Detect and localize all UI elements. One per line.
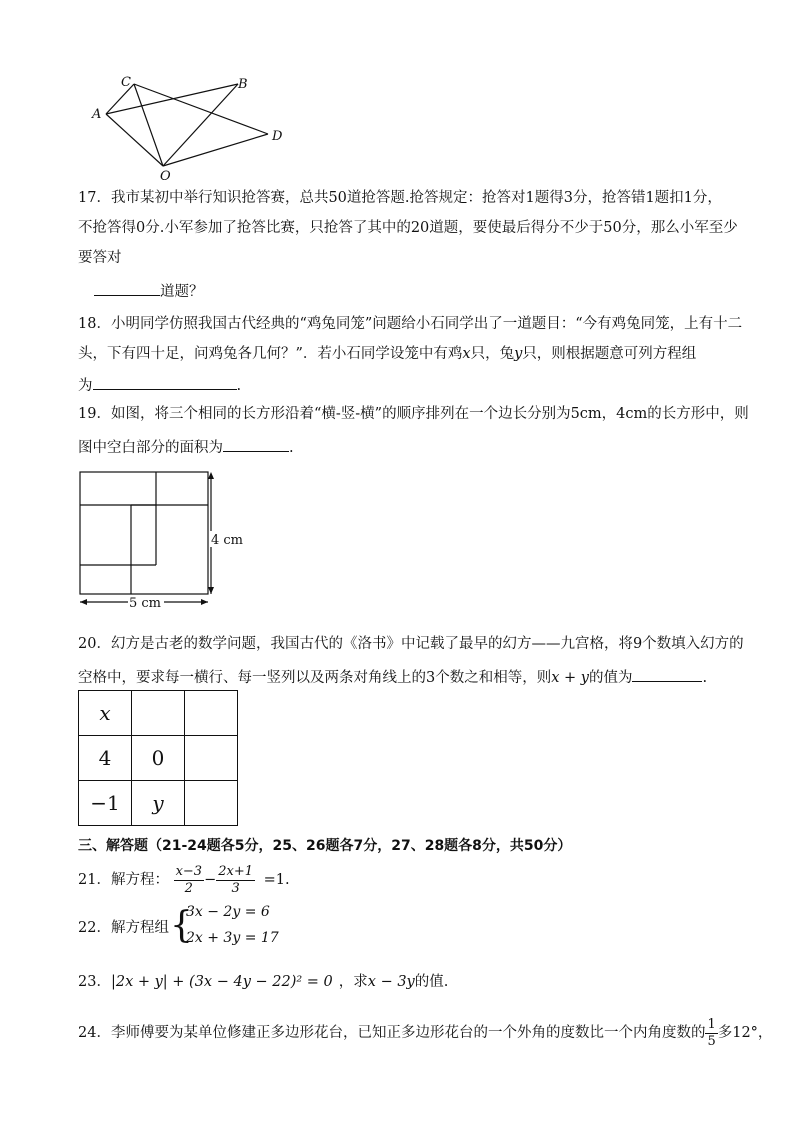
magic-cell <box>185 736 238 781</box>
section-3-title: 三、解答题（21-24题各5分，25、26题各7分，27、28题各8分，共50分） <box>78 838 572 854</box>
q18-var-x: x <box>462 346 471 362</box>
q23-prefix: 23． <box>78 974 111 990</box>
q24-text: 24．李师傅要为某单位修建正多边形花台，已知正多边形花台的一个外角的度数比一个内角度数的 <box>78 1025 706 1041</box>
q21-rhs: =1. <box>263 872 290 888</box>
segment-cd <box>134 84 268 134</box>
point-label-c: C <box>121 75 131 90</box>
q18-var-y: y <box>514 346 523 362</box>
magic-cell: x <box>79 691 132 736</box>
q21-frac2-num: 2x+1 <box>218 863 253 879</box>
segment-do <box>163 134 268 166</box>
q21-prefix: 21．解方程： <box>78 872 169 888</box>
q21-frac1-den: 2 <box>184 880 193 896</box>
q18-suffix: . <box>236 378 242 394</box>
q18-text-b: 只，兔 <box>470 346 515 362</box>
q20-expr: x + y <box>551 670 589 686</box>
q22-equation-1: 3x − 2y = 6 <box>186 904 270 920</box>
segment-co <box>134 84 163 166</box>
magic-square-row <box>79 781 238 826</box>
q24-line <box>78 1014 772 1052</box>
q17-answer-blank[interactable] <box>94 280 160 296</box>
q24-frac-num: 1 <box>707 1016 716 1032</box>
magic-cell: 0 <box>132 736 185 781</box>
point-label-a: A <box>92 107 102 122</box>
q21-fraction-2 <box>216 864 255 897</box>
magic-square-row <box>79 736 238 781</box>
q20-text-a: 空格中，要求每一横行、每一竖列以及两条对角线上的3个数之和相等，则 <box>78 670 552 686</box>
q19-line-2 <box>78 436 294 458</box>
rectangles-figure <box>76 468 256 614</box>
q18-text-a: 头，下有四十足，问鸡兔各几何？”．若小石同学设笼中有鸡 <box>78 346 463 362</box>
point-label-b: B <box>238 77 248 92</box>
magic-cell <box>185 691 238 736</box>
q20-line-1: 20．幻方是古老的数学问题，我国古代的《洛书》中记载了最早的幻方——九宫格，将9个数填入幻方的 <box>78 636 744 652</box>
q22-brace: { <box>170 905 193 946</box>
q21-minus: − <box>204 872 217 888</box>
magic-square <box>78 690 238 826</box>
magic-cell <box>185 781 238 826</box>
q23-suffix: 的值. <box>414 974 449 990</box>
magic-square-row <box>79 691 238 736</box>
point-label-d: D <box>272 129 283 144</box>
arrowhead-bottom <box>208 587 214 594</box>
q17-suffix: 道题？ <box>160 284 204 300</box>
q24-frac-den: 5 <box>707 1033 716 1049</box>
q19-text: 图中空白部分的面积为 <box>78 440 223 456</box>
outer-rectangle <box>80 472 208 594</box>
q22-prefix: 22．解方程组 <box>78 920 169 936</box>
q23-line <box>78 972 448 992</box>
q20-suffix: . <box>702 670 708 686</box>
q21-line <box>78 862 290 898</box>
q23-target: x − 3y <box>367 974 415 990</box>
q20-answer-blank[interactable] <box>632 666 702 682</box>
q17-line-3: 要答对 <box>78 250 122 266</box>
magic-cell: 4 <box>79 736 132 781</box>
magic-cell: −1 <box>79 781 132 826</box>
segment-ao <box>106 114 163 166</box>
point-label-o: O <box>160 169 171 183</box>
q21-frac1-num: x−3 <box>175 863 203 879</box>
q22-equation-2: 2x + 3y = 17 <box>186 930 279 946</box>
q20-text-b: 的值为 <box>588 670 633 686</box>
q18-answer-blank[interactable] <box>93 374 237 390</box>
q19-answer-blank[interactable] <box>223 436 289 452</box>
q21-frac2-den: 3 <box>231 880 240 896</box>
q23-mid: ，求 <box>338 974 368 990</box>
q23-expr: |2x + y| + (3x − 4y − 22)² = 0 <box>110 974 333 990</box>
q17-line-2: 不抢答得0分.小军参加了抢答比赛，只抢答了其中的20道题，要使最后得分不少于50分，那么小军至少 <box>78 220 738 236</box>
q24-fraction <box>705 1017 717 1050</box>
q18-prefix: 为 <box>78 378 93 394</box>
q20-line-2 <box>78 666 707 688</box>
segment-bo <box>163 84 238 166</box>
geometry-figure-abcdo <box>88 68 298 183</box>
q19-line-1: 19．如图，将三个相同的长方形沿着“横-竖-横”的顺序排列在一个边长分别为5cm，4cm的长方形中，则 <box>78 406 749 422</box>
arrowhead-top <box>208 472 214 479</box>
arrowhead-left <box>80 599 87 605</box>
q18-line-2 <box>78 344 696 364</box>
q24-suffix: 多12°， <box>717 1025 773 1041</box>
q18-text-c: 只，则根据题意可列方程组 <box>522 346 697 362</box>
magic-cell <box>132 691 185 736</box>
magic-cell: y <box>132 781 185 826</box>
q17-line-1: 17．我市某初中举行知识抢答赛，总共50道抢答题.抢答规定：抢答对1题得3分，抢答错1题扣1分， <box>78 190 722 206</box>
q21-fraction-1 <box>174 864 205 897</box>
height-label: 4 cm <box>211 533 244 548</box>
q19-suffix: . <box>289 440 294 456</box>
q18-line-3 <box>78 374 241 396</box>
width-label: 5 cm <box>129 596 162 611</box>
arrowhead-right <box>201 599 208 605</box>
q17-line-4 <box>94 280 204 302</box>
q18-line-1: 18．小明同学仿照我国古代经典的“鸡兔同笼”问题给小石同学出了一道题目：“今有鸡兔同笼，上有十二 <box>78 316 743 332</box>
